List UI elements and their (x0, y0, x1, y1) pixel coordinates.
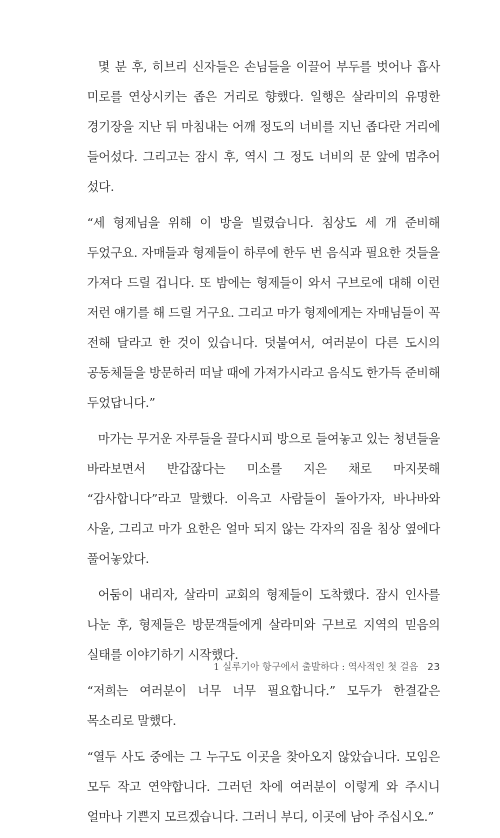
paragraph-2: “세 형제님을 위해 이 방을 빌렸습니다. 침상도 세 개 준비해 두었구요. 자매들과 형제들이 하루에 한두 번 음식과 필요한 것들을 가져다 드릴 겁니다. 또 밤에는 형제들이 와서 구브로에 대해 이런 저런 얘기를 해 드릴 거구요. 그리고 마가 형제에게는 자매님들이 꼭 전해 달라고 한 것이 있습니다. 덧붙여서, 여러분이 다른 도시의 공동체들을 방문하러 떠날 때에 가져가시라고 음식도 한가득 준비해 두었답니다.” (87, 216, 440, 410)
paragraph-6: “열두 사도 중에는 그 누구도 이곳을 찾아오지 않았습니다. 모임은 모두 작고 연약합니다. 그러던 차에 여러분이 이렇게 와 주시니 얼마나 기쁜지 모르겠습니다. 그러니 부디, 이곳에 남아 주십시오.” (87, 750, 440, 824)
page-footer (213, 659, 440, 673)
paragraph-5: “저희는 여러분이 너무 너무 필요합니다.” 모두가 한결같은 목소리로 말했다. (87, 684, 440, 728)
page-number: 23 (427, 662, 440, 673)
paragraph-3: 마가는 무거운 자루들을 끌다시피 방으로 들여놓고 있는 청년들을 바라보면서 반갑잖다는 미소를 지은 채로 마지못해 “감사합니다”라고 말했다. 이윽고 사람들이 돌아가자, 바나바와 사울, 그리고 마가 요한은 얼마 되지 않는 각자의 짐을 침상 옆에다 풀어놓았다. (87, 432, 440, 566)
paragraph-1: 몇 분 후, 히브리 신자들은 손님들을 이끌어 부두를 벗어나 흡사 미로를 연상시키는 좁은 거리로 향했다. 일행은 살라미의 유명한 경기장을 지난 뒤 마침내는 어깨 정도의 너비를 지닌 좁다란 거리에 들어섰다. 그리고는 잠시 후, 역시 그 정도 너비의 문 앞에 멈추어 섰다. (87, 60, 440, 194)
body-text (87, 52, 440, 838)
running-head: 1 실루기아 항구에서 출발하다 : 역사적인 첫 걸음 (213, 662, 419, 673)
paragraph-4: 어둠이 내리자, 살라미 교회의 형제들이 도착했다. 잠시 인사를 나눈 후, 형제들은 방문객들에게 살라미와 구브로 지역의 믿음의 실태를 이야기하기 시작했다. (87, 588, 440, 662)
